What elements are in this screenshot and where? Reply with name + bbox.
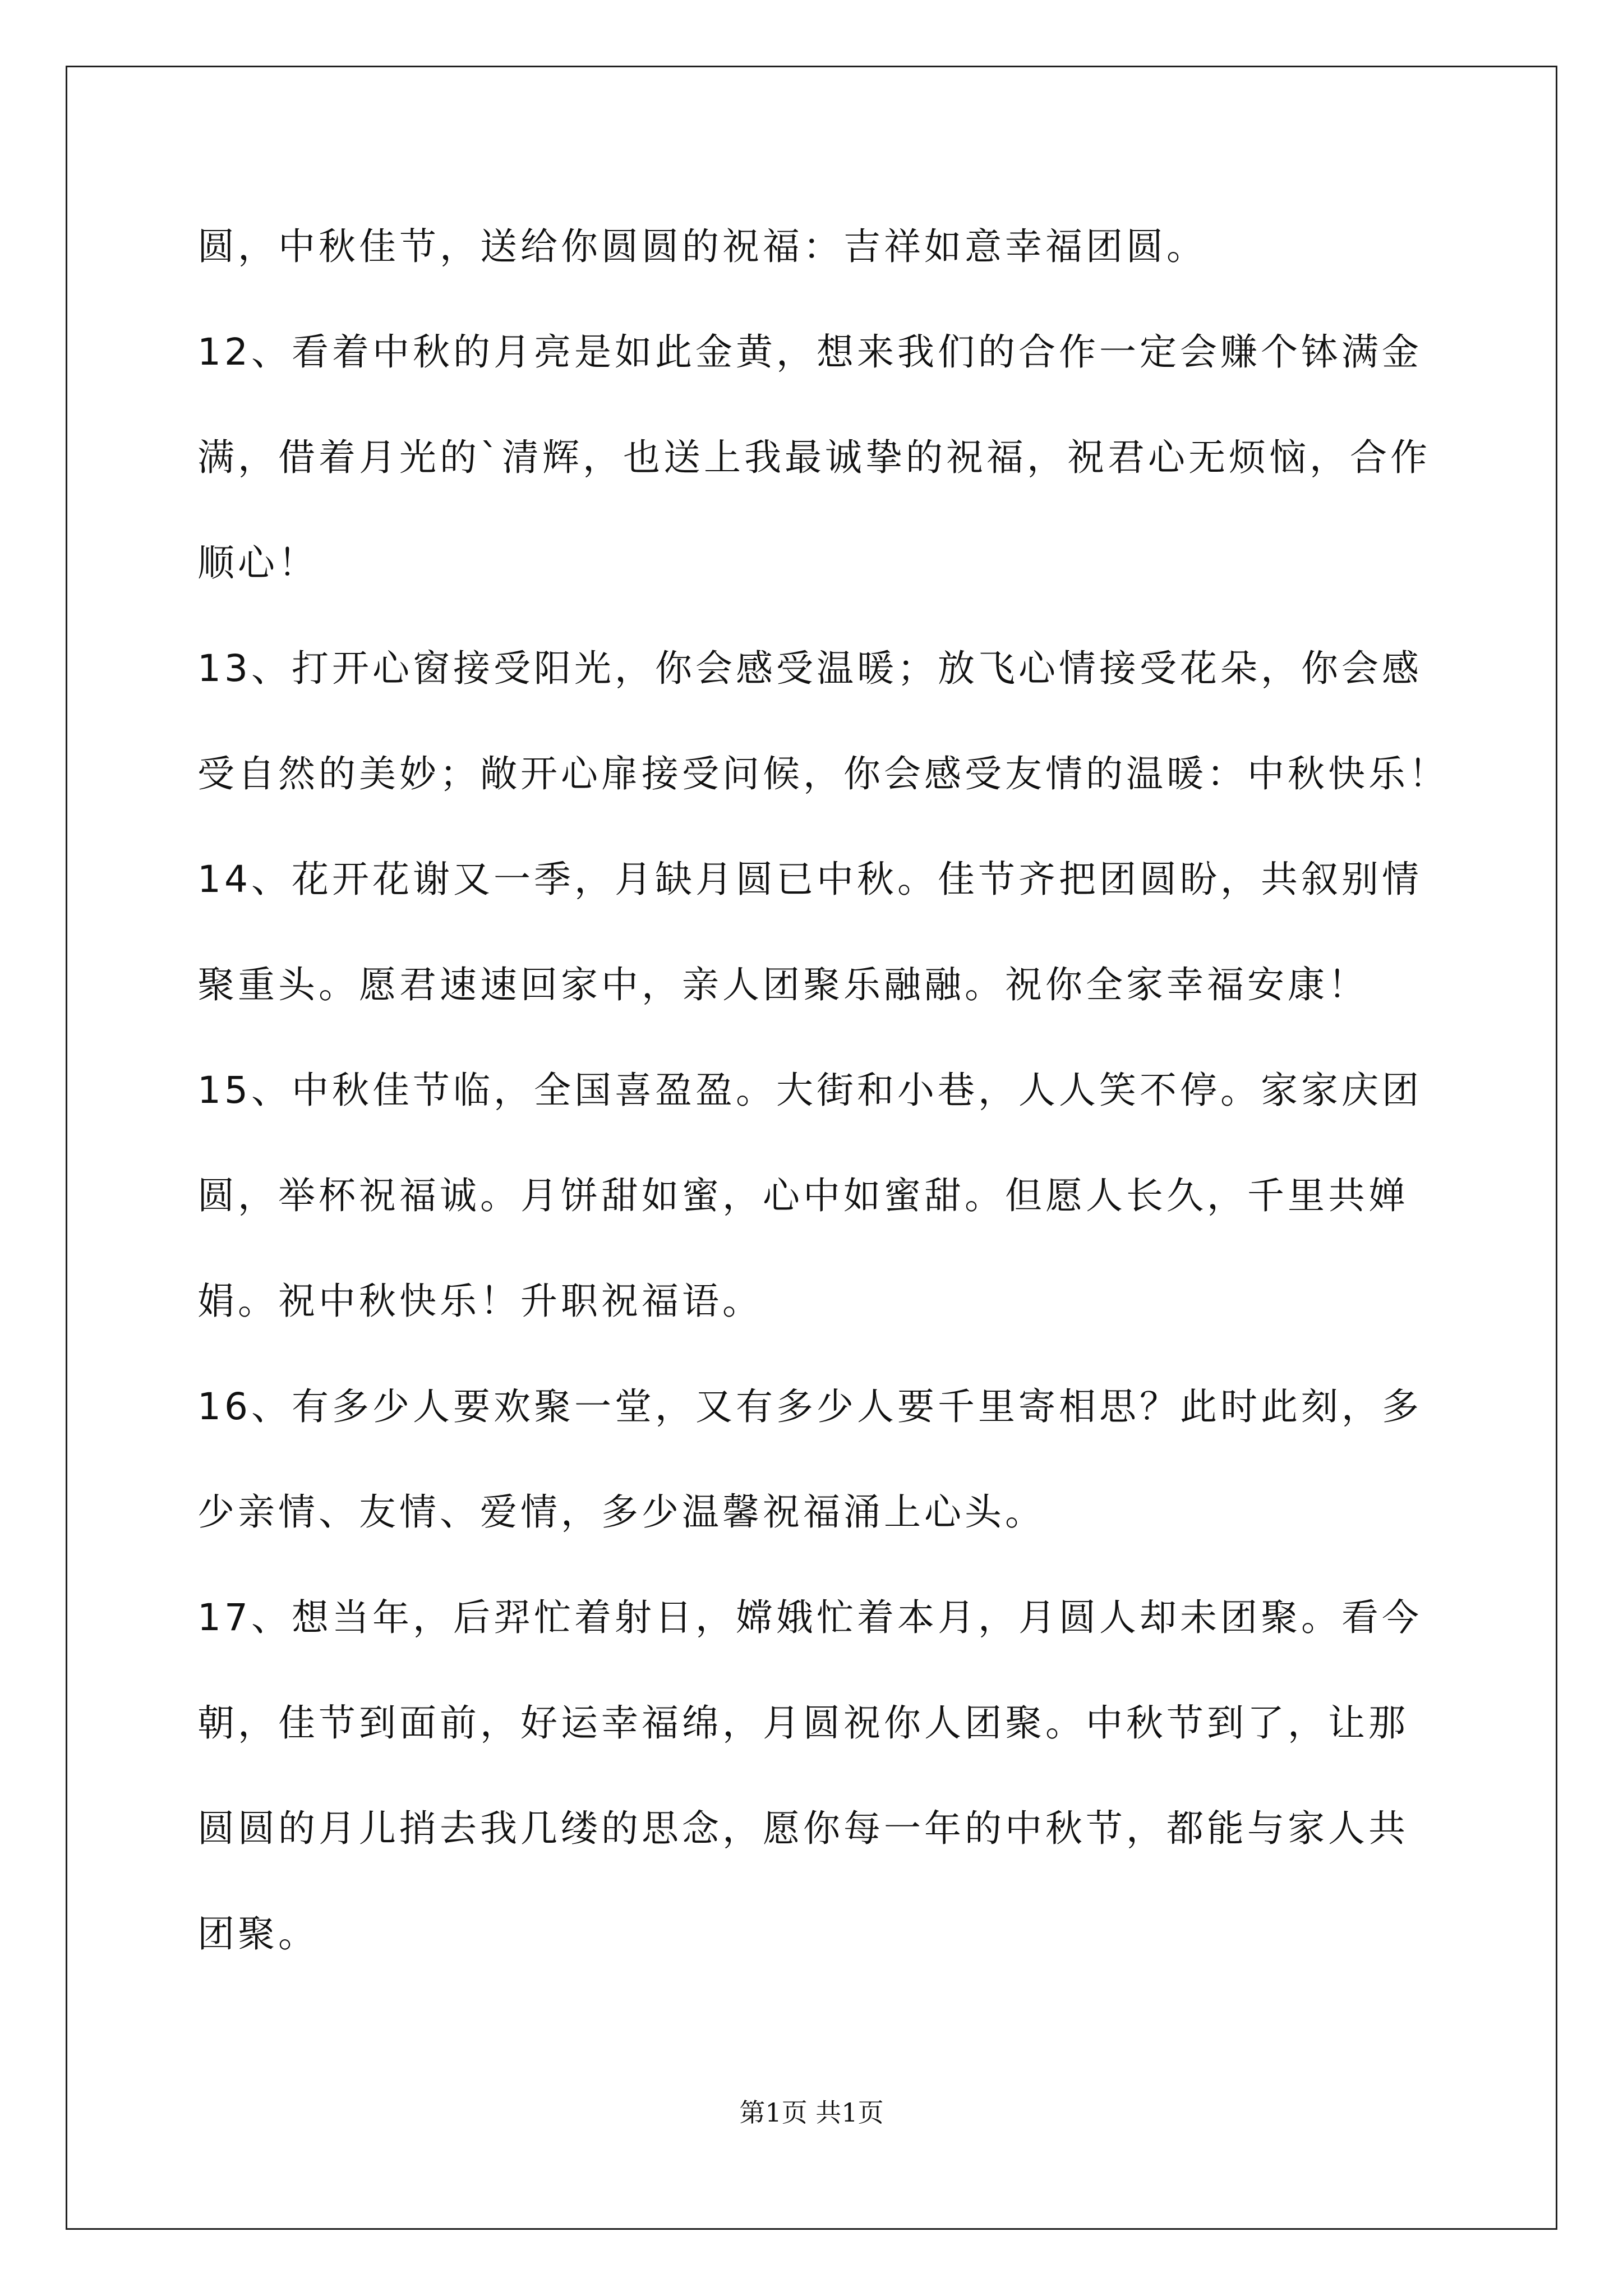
text-line: 16、有多少人要欢聚一堂，又有多少人要千里寄相思？此时此刻，多 (197, 1385, 1422, 1428)
text-line: 17、想当年，后羿忙着射日，嫦娥忙着本月，月圆人却未团聚。看今 (197, 1596, 1422, 1639)
text-line: 15、中秋佳节临，全国喜盈盈。大街和小巷，人人笑不停。家家庆团 (197, 1069, 1422, 1112)
text-line: 13、打开心窗接受阳光，你会感受温暖；放飞心情接受花朵，你会感 (197, 647, 1422, 690)
text-line: 顺心！ (197, 541, 319, 585)
page-footer: 第1页 共1页 (739, 2097, 884, 2128)
text-line: 12、看着中秋的月亮是如此金黄，想来我们的合作一定会赚个钵满金 (197, 330, 1422, 374)
text-line: 团聚。 (197, 1912, 319, 1955)
text-line: 圆圆的月儿捎去我几缕的思念，愿你每一年的中秋节，都能与家人共 (197, 1807, 1409, 1850)
text-line: 聚重头。愿君速速回家中，亲人团聚乐融融。祝你全家幸福安康！ (197, 963, 1368, 1006)
text-line: 娟。祝中秋快乐！升职祝福语。 (197, 1280, 763, 1323)
text-line: 少亲情、友情、爱情，多少温馨祝福涌上心头。 (197, 1490, 1045, 1534)
text-line: 受自然的美妙；敞开心扉接受问候，你会感受友情的温暖：中秋快乐！ (197, 752, 1449, 795)
text-line: 14、花开花谢又一季，月缺月圆已中秋。佳节齐把团圆盼，共叙别情 (197, 858, 1422, 901)
text-line: 朝，佳节到面前，好运幸福绵，月圆祝你人团聚。中秋节到了，让那 (197, 1701, 1409, 1745)
document-body (197, 213, 1465, 2006)
text-line: 圆，举杯祝福诚。月饼甜如蜜，心中如蜜甜。但愿人长久，千里共婵 (197, 1174, 1409, 1217)
text-line: 圆，中秋佳节，送给你圆圆的祝福：吉祥如意幸福团圆。 (197, 225, 1207, 268)
text-line: 满，借着月光的`清辉，也送上我最诚挚的祝福，祝君心无烦恼，合作 (197, 436, 1431, 479)
